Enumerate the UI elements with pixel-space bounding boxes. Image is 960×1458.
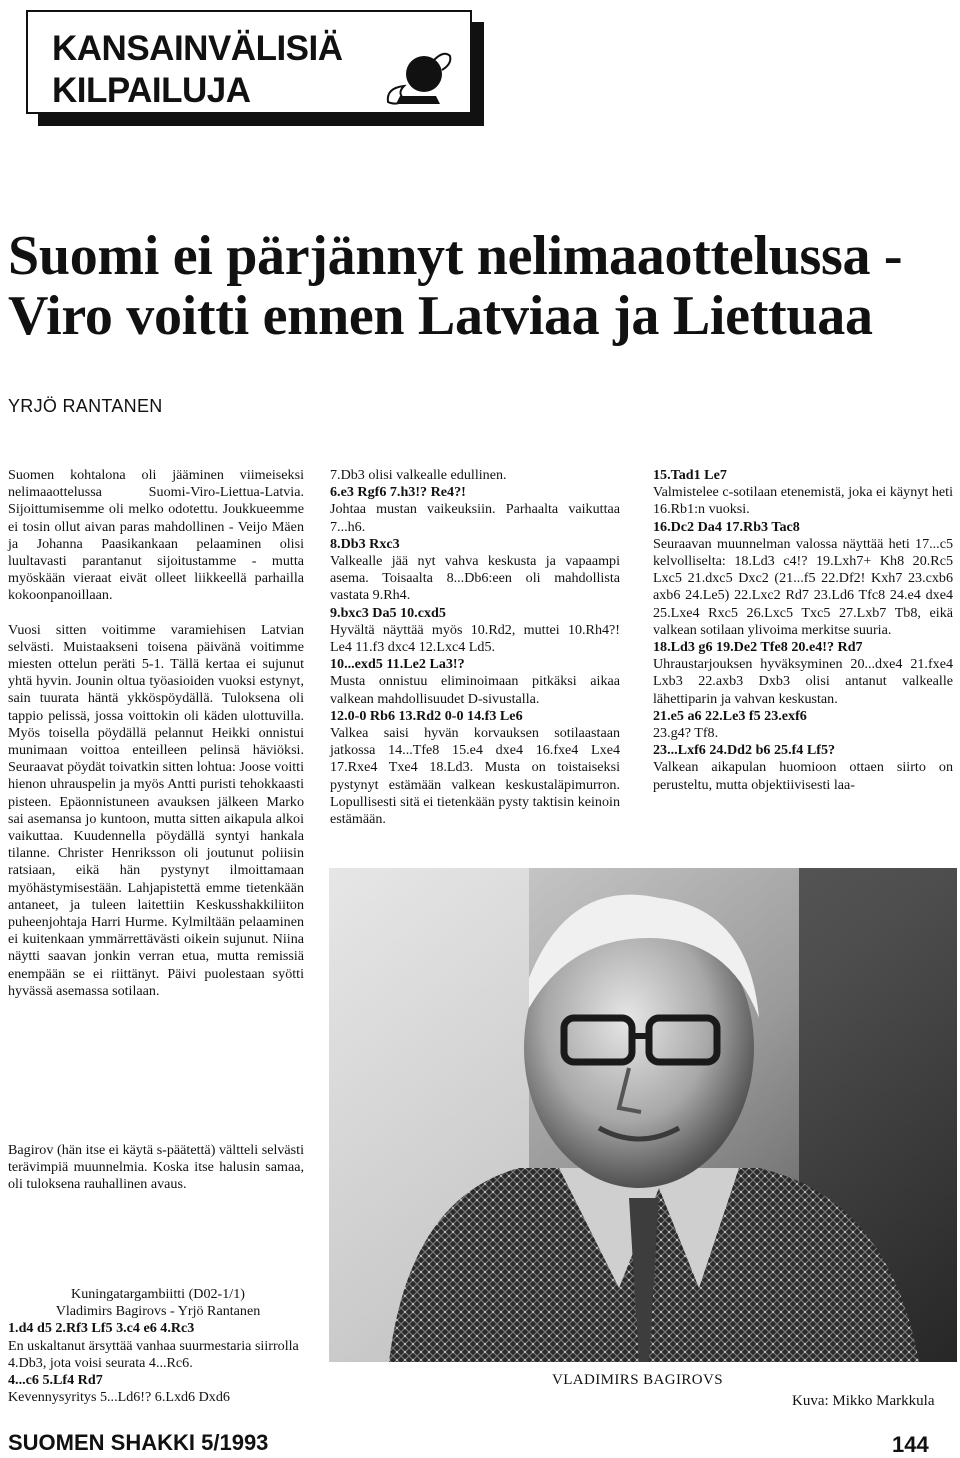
photo-caption: VLADIMIRS BAGIROVS bbox=[552, 1372, 723, 1388]
game-comment: Valkean aikapulan huomioon ottaen siirto on perusteltu, mutta objektiivisesti laa- bbox=[653, 759, 953, 793]
game-comment: Valkealle jää nyt vahva keskusta ja vapaampi asema. Toisaalta 8...Db6:een oli mahdollista vastata 9.Rh4. bbox=[330, 553, 620, 604]
chess-pawn-icon bbox=[366, 40, 456, 115]
game-comment: Seuraavan muunnelman valossa näyttää heti 17...c5 kelvolliselta: 18.Ld3 c4!? 19.Lxh7+ Kh8 20.Rc5 Lxc5 21.dxc5 Dxc2 (21...f5 22.Df2! Kxh7 23.cxb6 axb6 24.Le5) 22.Lxc2 Rd7 23.Ld6 Tfc8 24.e4 dxe4 25.Lxe4 Rxc5 26.Lxc5 Txc5 27.Lxb7 Tb8, eikä valkean sotilaan ylivoima merkitse suuria. bbox=[653, 535, 953, 638]
paragraph: Vuosi sitten voitimme varamiehisen Latvian selvästi. Muistaakseni toisena päivänä voitimme miesten ottelun peräti 5-1. Tällä kertaa ei sujunut yhtä hyvin. Jounin oltua työasioiden vuoksi estynyt, sain tuurata häntä ykköspöydällä. Tuloksena oli tappio pelissä, jossa voittokin oli käden ulottuvilla. Myös toisella pöydällä pelannut Heikki onnistui munimaan voittoa enteilleen pelinsä häviöksi. Seuraavat pöydät toivatkin sitten lohtua: Joose voitti hienon uhrauspelin ja myös Antti puristi tehokkaasti pisteen. Epäonnistuneen avauksen jälkeen Marko sai asemansa jo kuntoon, mutta sitten aikapula alkoi vaikuttaa. Kuudennella pöydällä syntyi hankala tilanne. Christer Henriksson oli joutunut poliisin ratsiaan, eikä hän pystynyt ilmoittamaan myöhästymisestään. Lahjapistettä emme tietenkään antaneet, ja tuleen laitettiin Keskusshakkiliiton puheenjohtaja Harri Hurme. Kylmiltään pelaaminen ei kuitenkaan ymmärrettävästi oikein sujunut. Niina näytti saavan jonkin verran etua, mutta remissiä enempään se ei riittänyt. Päivi puolestaan syötti hyvässä asemassa sotilaan. bbox=[8, 621, 304, 999]
game-comment: 7.Db3 olisi valkealle edullinen. bbox=[330, 467, 507, 483]
game-comment: Valkea saisi hyvän korvauksen sotilaastaan jatkossa 14...Tfe8 15.e4 dxe4 16.fxe4 Lxe4 17.Rxe4 Txe4 18.Ld3. Musta on toistaiseksi pystynyt estämään valkean keskustaläpimurron. Lopullisesti sitä ei tietenkään pysty taktisin keinoin estämään. bbox=[330, 725, 620, 828]
game-comment: Valmistelee c-sotilaan etenemistä, joka ei käynyt heti 16.Rb1:n vuoksi. bbox=[653, 484, 953, 518]
game-moves: 4...c6 5.Lf4 Rd7 bbox=[8, 1372, 103, 1389]
game-moves: 1.d4 d5 2.Rf3 Lf5 3.c4 e6 4.Rc3 bbox=[8, 1320, 195, 1337]
game-moves: 6.e3 Rgf6 7.h3!? Re4?! bbox=[330, 484, 466, 501]
game-comment: Hyvältä näyttää myös 10.Rd2, muttei 10.Rh4?! Le4 11.f3 dxc4 12.Lxc4 Ld5. bbox=[330, 621, 620, 656]
game-moves: 21.e5 a6 22.Le3 f5 23.exf6 bbox=[653, 707, 807, 724]
headline bbox=[8, 226, 958, 346]
game-header bbox=[8, 1286, 308, 1406]
game-comment: Uhraustarjouksen hyväksyminen 20...dxe4 21.fxe4 Lxb3 22.axb3 Dxb3 olisi antanut valkealle lähettiparin ja vahvan keskustan. bbox=[653, 656, 953, 707]
section-header bbox=[26, 10, 472, 114]
player-portrait-image bbox=[329, 868, 957, 1362]
paragraph: Suomen kohtalona oli jääminen viimeiseksi nelimaaottelussa Suomi-Viro-Liettua-Latvia. Sijoittumisemme oli melko odotettu. Joukkueemme ei tosin ollut aivan paras mahdollinen - Veijo Mäen ja Johanna Paasikankaan pelaaminen olisi luultavasti parantanut sijoitustamme - mutta myöskään vieraat eivät olleet liikkeellä parhailla kokoonpanoillaan. bbox=[8, 467, 304, 604]
player-photo bbox=[329, 868, 957, 1362]
game-moves: 8.Db3 Rxc3 bbox=[330, 535, 400, 552]
game-moves: 16.Dc2 Da4 17.Rb3 Tac8 bbox=[653, 518, 800, 535]
game-comment: Kevennysyritys 5...Ld6!? 6.Lxd6 Dxd6 bbox=[8, 1389, 230, 1406]
page-number: 144 bbox=[892, 1432, 929, 1457]
section-title-line1: KANSAINVÄLISIÄ bbox=[52, 29, 343, 68]
game-moves: 15.Tad1 Le7 bbox=[653, 467, 727, 483]
article-column-3 bbox=[653, 467, 953, 794]
byline: YRJÖ RANTANEN bbox=[8, 396, 163, 416]
game-moves: 23...Lxf6 24.Dd2 b6 25.f4 Lf5? bbox=[653, 742, 836, 759]
game-comment: En uskaltanut ärsyttää vanhaa suurmestaria siirrolla 4.Db3, jota voisi seurata 4...Rc6. bbox=[8, 1337, 299, 1371]
article-column-1 bbox=[8, 467, 304, 1017]
game-comment: 23.g4? Tf8. bbox=[653, 725, 719, 742]
game-moves: 12.0-0 Rb6 13.Rd2 0-0 14.f3 Le6 bbox=[330, 707, 523, 724]
section-title-line2: KILPAILUJA bbox=[52, 71, 251, 110]
game-players: Vladimirs Bagirovs - Yrjö Rantanen bbox=[55, 1303, 261, 1320]
game-moves: 10...exd5 11.Le2 La3!? bbox=[330, 656, 465, 673]
game-moves: 9.bxc3 Da5 10.cxd5 bbox=[330, 604, 446, 621]
game-comment: Johtaa mustan vaikeuksiin. Parhaalta vaikuttaa 7...h6. bbox=[330, 501, 620, 535]
article-column-1-bottom bbox=[8, 1142, 304, 1211]
section-title bbox=[52, 28, 343, 112]
article-column-2 bbox=[330, 467, 620, 828]
headline-line1: Suomi ei pärjännyt nelimaaottelussa - bbox=[8, 225, 903, 287]
headline-line2: Viro voitti ennen Latviaa ja Liettuaa bbox=[8, 285, 873, 347]
photo-credit: Kuva: Mikko Markkula bbox=[792, 1393, 935, 1409]
game-moves: 18.Ld3 g6 19.De2 Tfe8 20.e4!? Rd7 bbox=[653, 639, 863, 656]
publication-footer: SUOMEN SHAKKI 5/1993 bbox=[8, 1430, 269, 1455]
game-opening: Kuningatargambiitti (D02-1/1) bbox=[71, 1286, 245, 1302]
paragraph: Bagirov (hän itse ei käytä s-päätettä) vältteli selvästi terävimpiä muunnelmia. Koska itse halusin samaa, oli tuloksena rauhallinen avaus. bbox=[8, 1142, 304, 1193]
game-comment: Musta onnistuu eliminoimaan pitkäksi aikaa valkean mahdollisuudet D-sivustalla. bbox=[330, 673, 620, 707]
